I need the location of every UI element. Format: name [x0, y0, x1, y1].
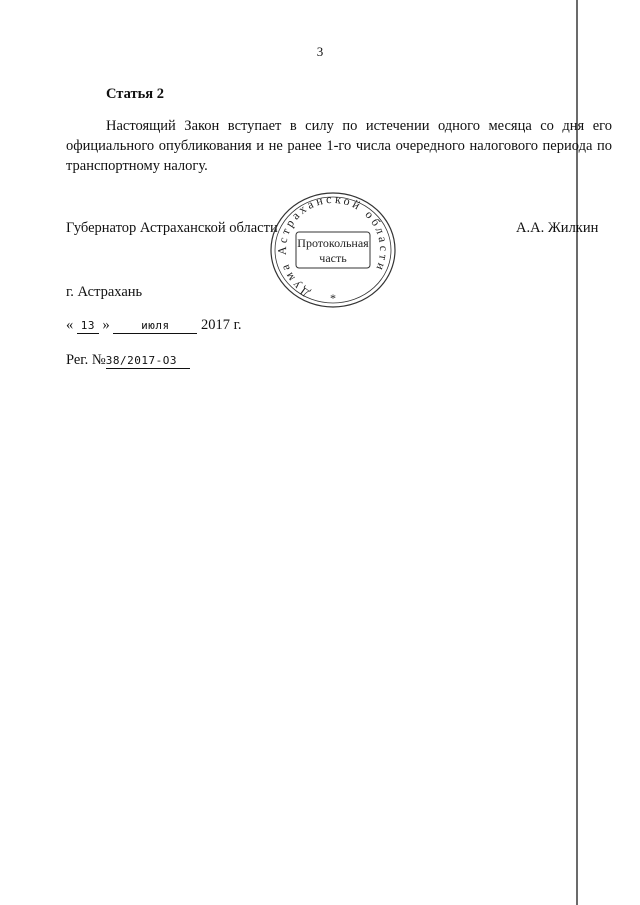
city: г. Астрахань [66, 284, 143, 300]
svg-text:*: * [330, 291, 336, 305]
seal-center-line1: Протокольная [297, 236, 369, 250]
registration-line [66, 352, 190, 369]
date-open-quote: « [66, 317, 74, 333]
date-close-quote: » [102, 317, 110, 333]
signature-title: Губернатор Астраханской области [66, 220, 278, 236]
official-seal-stamp [268, 190, 398, 310]
signature-name: А.А. Жилкин [516, 220, 599, 236]
date-day: 13 [77, 319, 99, 334]
page-number: 3 [316, 44, 324, 59]
article-body-text: Настоящий Закон вступает в силу по истечении одного месяца со дня его официального опубликования и не ранее 1-го числа очередного налогового периода по транспортному налогу. [66, 118, 612, 174]
seal-center-line2: часть [319, 251, 347, 265]
registration-label: Рег. № [66, 352, 106, 368]
signing-date [66, 317, 242, 334]
date-year: 2017 г. [201, 317, 242, 333]
registration-number: 38/2017-ОЗ [106, 354, 190, 369]
date-month: июля [113, 319, 197, 334]
seal-ring-text: Дума Астраханской области [274, 191, 392, 301]
article-heading: Статья 2 [106, 86, 164, 102]
